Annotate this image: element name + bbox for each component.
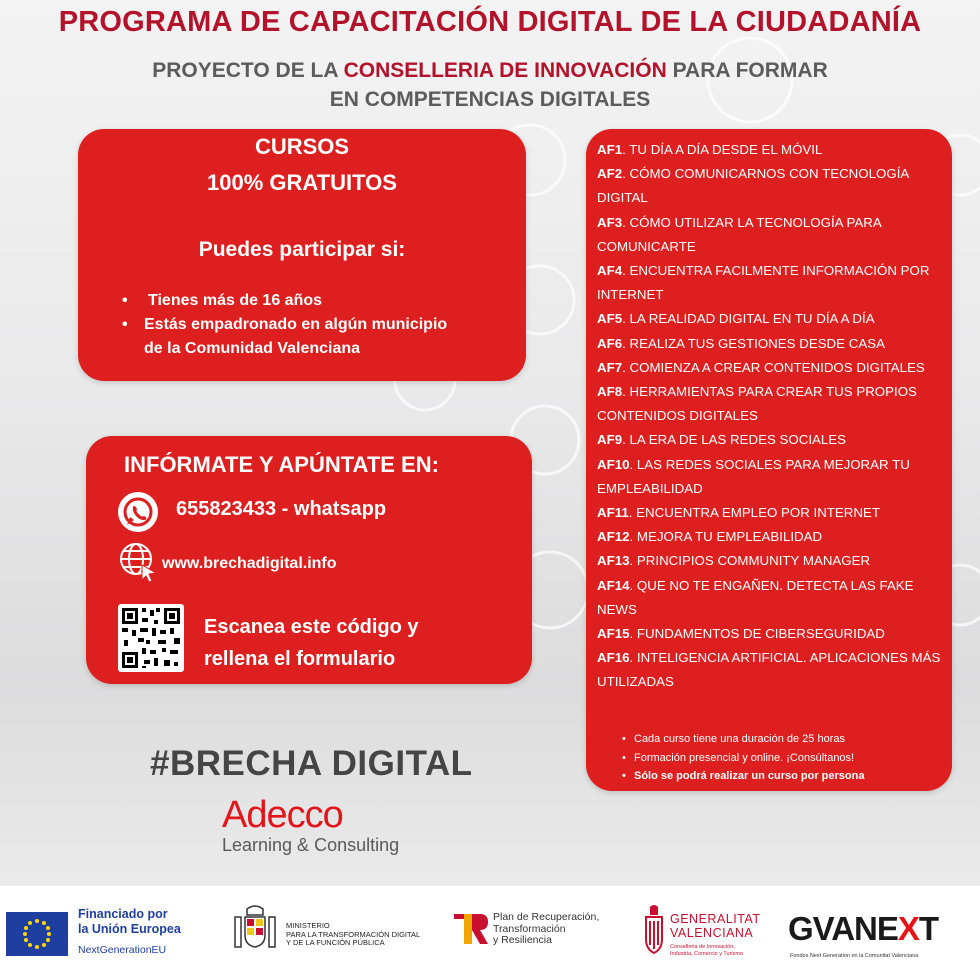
- list-item: AF3. CÓMO UTILIZAR LA TECNOLOGÍA PARA COMUNICARTE: [597, 214, 881, 254]
- subtitle-suffix: PARA FORMAR: [666, 59, 828, 82]
- website-link[interactable]: www.brechadigital.info: [162, 555, 337, 572]
- participate-heading: Puedes participar si:: [198, 238, 406, 261]
- recovery-plan-text: Plan de Recuperación, Transformación y Resiliencia: [493, 911, 600, 946]
- course-notes: [622, 730, 864, 786]
- subtitle-prefix: PROYECTO DE LA: [152, 59, 344, 82]
- course-list: [597, 138, 947, 695]
- note-duration: • Cada curso tiene una duración de 25 horas: [622, 730, 864, 749]
- eu-funding-text: Financiado por la Unión Europea: [78, 907, 181, 936]
- scan-instructions: Escanea este código y rellena el formulario: [204, 616, 419, 670]
- generalitat-logo-icon: [642, 903, 666, 959]
- adecco-logo: Adecco: [222, 794, 343, 836]
- list-item: AF13. PRINCIPIOS COMMUNITY MANAGER: [597, 553, 871, 569]
- page-title: PROGRAMA DE CAPACITACIÓN DIGITAL DE LA CIUDADANÍA: [58, 6, 922, 38]
- gvanext-tagline: Fondos Next Generation en la Comunitat Valenciana: [790, 953, 919, 959]
- spain-coat-of-arms-icon: [230, 903, 280, 957]
- subtitle-line2: EN COMPETENCIAS DIGITALES: [329, 88, 651, 111]
- list-item: AF4. ENCUENTRA FACILMENTE INFORMACIÓN POR INTERNET: [597, 263, 930, 303]
- list-item: AF11. ENCUENTRA EMPLEO POR INTERNET: [597, 505, 880, 521]
- requirement-age: • Tienes más de 16 años: [122, 289, 447, 313]
- recovery-plan-logo-icon: [452, 910, 490, 946]
- next-generation-eu: NextGenerationEU: [78, 944, 167, 956]
- list-item: AF10. LAS REDES SOCIALES PARA MEJORAR TU EMPLEABILIDAD: [597, 456, 910, 496]
- list-item: AF7. COMIENZA A CREAR CONTENIDOS DIGITALES: [597, 359, 925, 375]
- requirement-residence: • Estás empadronado en algún municipio de la Comunidad Valenciana: [122, 313, 447, 361]
- info-title: INFÓRMATE Y APÚNTATE EN:: [124, 452, 439, 477]
- note-limit: • Sólo se podrá realizar un curso por persona: [622, 767, 864, 786]
- list-item: AF9. LA ERA DE LAS REDES SOCIALES: [597, 432, 847, 448]
- adecco-tagline: Learning & Consulting: [222, 835, 400, 855]
- ministry-text: MINISTERIO PARA LA TRANSFORMACIÓN DIGITAL Y DE LA FUNCIÓN PÚBLICA: [286, 921, 421, 947]
- globe-icon: [118, 541, 158, 585]
- list-item: AF16. INTELIGENCIA ARTIFICIAL. APLICACIONES MÁS UTILIZADAS: [597, 650, 941, 690]
- list-item: AF12. MEJORA TU EMPLEABILIDAD: [597, 529, 823, 545]
- list-item: AF5. LA REALIDAD DIGITAL EN TU DÍA A DÍA: [597, 311, 875, 327]
- note-format: • Formación presencial y online. ¡Consúltanos!: [622, 749, 864, 768]
- list-item: AF15. FUNDAMENTOS DE CIBERSEGURIDAD: [597, 626, 885, 642]
- whatsapp-icon: [118, 492, 158, 532]
- eu-flag-icon: [6, 912, 68, 956]
- list-item: AF6. REALIZA TUS GESTIONES DESDE CASA: [597, 335, 885, 351]
- generalitat-text: GENERALITAT VALENCIANA: [670, 912, 761, 940]
- list-item: AF1. TU DÍA A DÍA DESDE EL MÓVIL: [597, 142, 823, 157]
- subtitle-highlight: CONSELLERIA DE INNOVACIÓN: [343, 59, 667, 82]
- list-item: AF8. HERRAMIENTAS PARA CREAR TUS PROPIOS CONTENIDOS DIGITALES: [597, 384, 917, 424]
- list-item: AF14. QUE NO TE ENGAÑEN. DETECTA LAS FAKE NEWS: [597, 577, 914, 617]
- free-label: 100% GRATUITOS: [207, 170, 397, 195]
- phone-number[interactable]: 655823433 - whatsapp: [176, 498, 387, 520]
- qr-code[interactable]: [118, 604, 184, 672]
- conselleria-text: Conselleria de Innovación, Industria, Comercio y Turismo: [670, 944, 744, 957]
- gvanext-logo: GVANEXT: [788, 910, 939, 947]
- requirements-list: [122, 289, 447, 361]
- courses-label: CURSOS: [254, 134, 350, 159]
- page-subtitle: [0, 56, 980, 114]
- hashtag: #BRECHA DIGITAL: [150, 744, 473, 783]
- list-item: AF2. CÓMO COMUNICARNOS CON TECNOLOGÍA DIGITAL: [597, 166, 909, 206]
